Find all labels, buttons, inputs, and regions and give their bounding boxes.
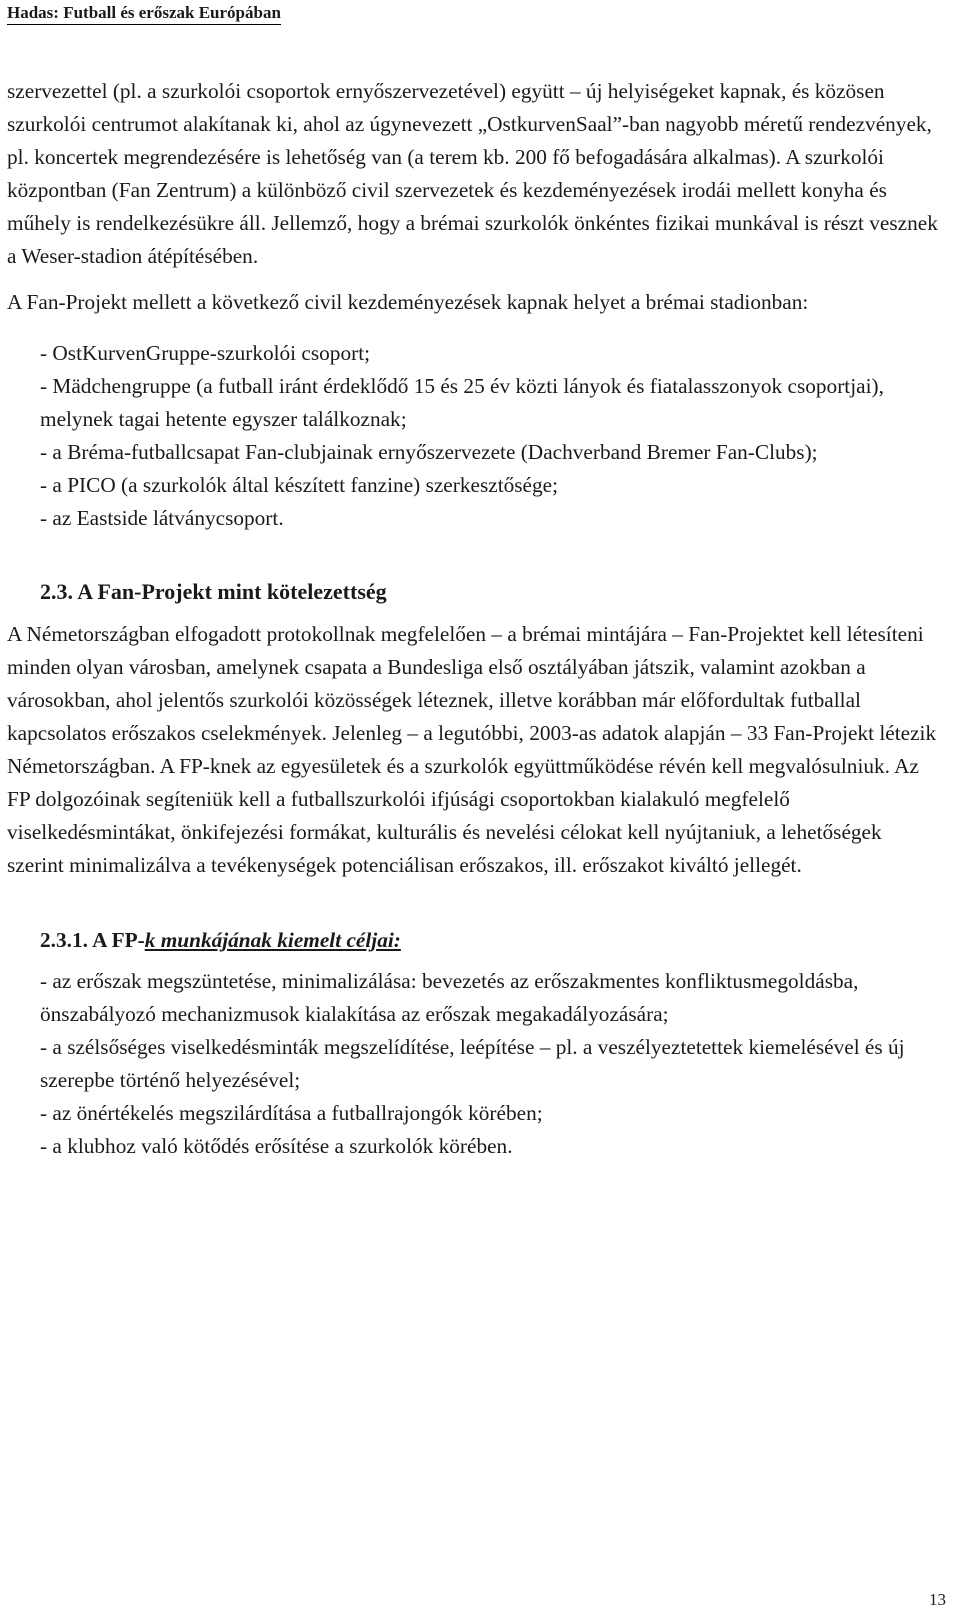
paragraph-initiatives-intro: A Fan-Projekt mellett a következő civil kezdeményezések kapnak helyet a brémai stadionban:	[7, 290, 809, 314]
list-item: - a Bréma-futballcsapat Fan-clubjainak ernyőszervezete (Dachverband Bremer Fan-Clubs);	[40, 440, 818, 464]
subsection-title: k munkájának kiemelt céljai:	[144, 928, 401, 952]
list-item: - az önértékelés megszilárdítása a futballrajongók körében;	[40, 1101, 543, 1125]
section-number: 2.3.	[40, 579, 73, 604]
list-item: - Mädchengruppe (a futball iránt érdeklődő 15 és 25 év közti lányok és fiatalasszonyok csoportjai), melynek tagai hetente egyszer találkoznak;	[40, 374, 884, 431]
paragraph-fan-centre: szervezettel (pl. a szurkolói csoportok ernyőszervezetével) együtt – új helyiségeket kapnak, és közösen szurkolói centrumot alakítanak ki, ahol az úgynevezett „OstkurvenSaal”-ban nagyobb méretű rendezvények, pl. koncertek megrendezésére is lehetőség van (a terem kb. 200 fő befogadására alkalmas). A szurkolói központban (Fan Zentrum) a különböző civil szervezetek és kezdeményezések irodái mellett konyha és műhely is rendelkezésükre áll. Jellemző, hogy a brémai szurkolók önkéntes fizikai munkával is részt vesznek a Weser-stadion átépítésében.	[7, 79, 938, 268]
running-header: Hadas: Futball és erőszak Európában	[7, 3, 281, 25]
list-item: - a klubhoz való kötődés erősítése a szurkolók körében.	[40, 1134, 513, 1158]
document-body	[7, 75, 942, 1163]
goals-list	[7, 965, 942, 1163]
initiatives-list	[7, 337, 942, 535]
section-title: A Fan-Projekt mint kötelezettség	[77, 579, 387, 604]
list-item: - OstKurvenGruppe-szurkolói csoport;	[40, 341, 371, 365]
list-item: - a szélsőséges viselkedésminták megszelídítése, leépítése – pl. a veszélyeztetettek kiemelésével és új szerepbe történő helyezésével;	[40, 1035, 905, 1092]
paragraph-obligation: A Németországban elfogadott protokollnak megfelelően – a brémai mintájára – Fan-Projektet kell létesíteni minden olyan városban, amelynek csapata a Bundesliga első osztályában játszik, valamint azokban a városokban, ahol jelentős szurkolói közösségek léteznek, illetve korábban már előfordultak futballal kapcsolatos erőszakos cselekmények. Jelenleg – a legutóbbi, 2003-as adatok alapján – 33 Fan-Projekt létezik Németországban. A FP-knek az egyesületek és a szurkolók együttműködése révén kell megvalósulniuk. Az FP dolgozóinak segíteniük kell a futballszurkolói ifjúsági csoportokban kialakuló megfelelő viselkedésmintákat, önkifejezési formákat, kulturális és nevelési célokat kell nyújtaniuk, a lehetőségek szerint minimalizálva a tevékenységek potenciálisan erőszakos, ill. erőszakot kiváltó jellegét.	[7, 622, 937, 877]
page-number: 13	[929, 1590, 946, 1609]
list-item: - a PICO (a szurkolók által készített fanzine) szerkesztősége;	[40, 473, 559, 497]
section-heading	[40, 575, 942, 608]
subsection-number: 2.3.1. A FP-	[40, 928, 145, 952]
list-item: - az erőszak megszüntetése, minimalizálása: bevezetés az erőszakmentes konfliktusmegoldásba, önszabályozó mechanizmusok kialakítása az erőszak megakadályozására;	[40, 969, 859, 1026]
subsection-heading	[40, 924, 942, 957]
list-item: - az Eastside látványcsoport.	[40, 506, 284, 530]
